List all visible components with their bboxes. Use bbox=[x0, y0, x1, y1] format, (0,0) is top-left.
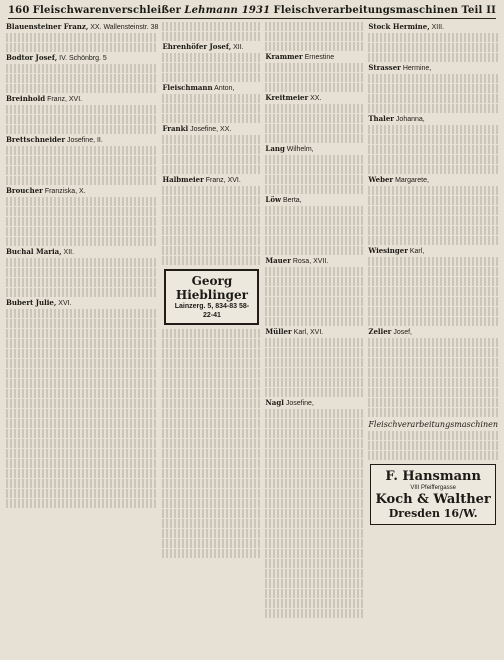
illegible-lines bbox=[265, 429, 364, 438]
illegible-lines bbox=[265, 348, 364, 357]
illegible-lines bbox=[6, 74, 158, 83]
illegible-lines bbox=[265, 579, 364, 588]
entry-name: Breinhold bbox=[6, 94, 46, 103]
illegible-lines bbox=[6, 84, 158, 93]
list-item bbox=[162, 124, 261, 134]
entry-name: Blauensteiner Franz, bbox=[6, 22, 89, 31]
illegible-lines bbox=[6, 105, 158, 114]
illegible-lines bbox=[162, 246, 261, 255]
illegible-lines bbox=[6, 156, 158, 165]
illegible-lines bbox=[162, 196, 261, 205]
illegible-lines bbox=[162, 114, 261, 123]
part-label: Teil II bbox=[461, 4, 496, 16]
illegible-lines bbox=[162, 349, 261, 358]
illegible-lines bbox=[162, 429, 261, 438]
illegible-lines bbox=[6, 339, 158, 348]
illegible-lines bbox=[368, 226, 498, 235]
entry-detail: XII. bbox=[233, 44, 244, 51]
illegible-lines bbox=[265, 569, 364, 578]
illegible-lines bbox=[6, 288, 158, 297]
illegible-lines bbox=[162, 135, 261, 144]
list-item bbox=[265, 398, 364, 408]
illegible-lines bbox=[6, 449, 158, 458]
illegible-lines bbox=[265, 439, 364, 448]
illegible-lines bbox=[162, 226, 261, 235]
illegible-lines bbox=[368, 317, 498, 326]
entry-name: Krammer bbox=[265, 52, 303, 61]
entry-detail: Franz, XVI. bbox=[205, 177, 241, 184]
entry-detail: XX. bbox=[310, 95, 322, 102]
entry-name: Kreitmeier bbox=[265, 93, 309, 102]
entry-detail: Margarete, bbox=[395, 177, 429, 184]
illegible-lines bbox=[6, 499, 158, 508]
illegible-lines bbox=[368, 53, 498, 62]
illegible-lines bbox=[162, 145, 261, 154]
list-item bbox=[6, 22, 158, 32]
illegible-lines bbox=[6, 479, 158, 488]
left-section-title: Fleischwarenverschleißer bbox=[32, 4, 182, 16]
illegible-lines bbox=[6, 429, 158, 438]
entry-detail: IV. Schönbrg. 5 bbox=[59, 55, 107, 62]
illegible-lines bbox=[6, 268, 158, 277]
illegible-lines bbox=[265, 134, 364, 143]
illegible-lines bbox=[162, 339, 261, 348]
illegible-lines bbox=[265, 185, 364, 194]
list-item bbox=[265, 256, 364, 266]
column-1 bbox=[6, 22, 158, 656]
illegible-lines bbox=[368, 408, 498, 417]
illegible-lines bbox=[6, 369, 158, 378]
illegible-lines bbox=[265, 589, 364, 598]
entry-detail: XIII. bbox=[431, 24, 445, 31]
entry-name: Strasser bbox=[368, 63, 401, 72]
list-item bbox=[162, 42, 261, 52]
page-number: 160 bbox=[8, 4, 30, 16]
entry-detail: Ernestine bbox=[304, 54, 335, 61]
entry-detail: Berta, bbox=[282, 197, 302, 204]
illegible-lines bbox=[368, 165, 498, 174]
illegible-lines bbox=[6, 399, 158, 408]
illegible-lines bbox=[265, 73, 364, 82]
entry-detail: Karl, XVI. bbox=[293, 329, 324, 336]
illegible-lines bbox=[162, 73, 261, 82]
illegible-lines bbox=[162, 379, 261, 388]
list-item bbox=[368, 175, 498, 185]
illegible-lines bbox=[368, 277, 498, 286]
illegible-lines bbox=[265, 499, 364, 508]
illegible-lines bbox=[265, 124, 364, 133]
illegible-lines bbox=[368, 43, 498, 52]
illegible-lines bbox=[6, 125, 158, 134]
entry-detail: Josefine, XX. bbox=[190, 126, 232, 133]
entry-name: Zeller bbox=[368, 327, 392, 336]
entry-detail: Josefine, bbox=[285, 400, 314, 407]
illegible-lines bbox=[162, 419, 261, 428]
company-city: Dresden 16/W. bbox=[388, 507, 478, 520]
list-item bbox=[6, 186, 158, 196]
illegible-lines bbox=[162, 389, 261, 398]
illegible-lines bbox=[368, 441, 498, 450]
illegible-lines bbox=[265, 42, 364, 51]
entry-detail: XVI. bbox=[58, 300, 72, 307]
list-item bbox=[265, 195, 364, 205]
advertiser-address: VIII Pfeiffergasse bbox=[410, 485, 456, 491]
entry-name: Mauer bbox=[265, 256, 291, 265]
illegible-lines bbox=[162, 63, 261, 72]
entry-columns bbox=[6, 22, 498, 656]
illegible-lines bbox=[265, 409, 364, 418]
illegible-lines bbox=[162, 104, 261, 113]
right-section-title: Fleischverarbeitungsmaschinen bbox=[273, 4, 459, 16]
illegible-lines bbox=[6, 349, 158, 358]
illegible-lines bbox=[265, 22, 364, 31]
illegible-lines bbox=[265, 155, 364, 164]
illegible-lines bbox=[265, 539, 364, 548]
entry-name: Bubert Julie, bbox=[6, 298, 57, 307]
illegible-lines bbox=[6, 237, 158, 246]
entry-detail: Karl, bbox=[409, 248, 425, 255]
illegible-lines bbox=[265, 165, 364, 174]
illegible-lines bbox=[265, 378, 364, 387]
illegible-lines bbox=[265, 246, 364, 255]
illegible-lines bbox=[162, 469, 261, 478]
illegible-lines bbox=[265, 479, 364, 488]
illegible-lines bbox=[265, 358, 364, 367]
illegible-lines bbox=[265, 297, 364, 306]
illegible-lines bbox=[368, 94, 498, 103]
illegible-lines bbox=[162, 529, 261, 538]
illegible-lines bbox=[162, 216, 261, 225]
list-item bbox=[265, 144, 364, 154]
advertiser-name: F. Hansmann bbox=[385, 469, 481, 484]
illegible-lines bbox=[265, 206, 364, 215]
illegible-lines bbox=[6, 176, 158, 185]
entry-name: Bodtor Josef, bbox=[6, 53, 58, 62]
illegible-lines bbox=[162, 449, 261, 458]
illegible-lines bbox=[162, 369, 261, 378]
illegible-lines bbox=[368, 348, 498, 357]
illegible-lines bbox=[6, 489, 158, 498]
illegible-lines bbox=[368, 388, 498, 397]
illegible-lines bbox=[6, 409, 158, 418]
illegible-lines bbox=[368, 216, 498, 225]
illegible-lines bbox=[6, 258, 158, 267]
entry-name: Lang bbox=[265, 144, 285, 153]
illegible-lines bbox=[162, 539, 261, 548]
illegible-lines bbox=[6, 166, 158, 175]
illegible-lines bbox=[265, 277, 364, 286]
entry-name: Frankl bbox=[162, 124, 189, 133]
illegible-lines bbox=[368, 145, 498, 154]
illegible-lines bbox=[162, 519, 261, 528]
illegible-lines bbox=[368, 155, 498, 164]
illegible-lines bbox=[6, 359, 158, 368]
illegible-lines bbox=[368, 398, 498, 407]
list-item bbox=[6, 298, 158, 308]
illegible-lines bbox=[6, 419, 158, 428]
entry-detail: Josef, bbox=[393, 329, 412, 336]
illegible-lines bbox=[162, 256, 261, 265]
illegible-lines bbox=[368, 451, 498, 460]
entry-name: Ehrenhöfer Josef, bbox=[162, 42, 232, 51]
illegible-lines bbox=[265, 519, 364, 528]
illegible-lines bbox=[162, 359, 261, 368]
illegible-lines bbox=[6, 197, 158, 206]
illegible-lines bbox=[265, 459, 364, 468]
entry-name: Fleischmann bbox=[162, 83, 213, 92]
illegible-lines bbox=[162, 499, 261, 508]
advertiser-address: Lainzerg. 5, 834-83 58-22-41 bbox=[174, 303, 250, 319]
illegible-lines bbox=[265, 388, 364, 397]
column-3 bbox=[265, 22, 364, 656]
entry-name: Broucher bbox=[6, 186, 43, 195]
illegible-lines bbox=[368, 186, 498, 195]
illegible-lines bbox=[265, 599, 364, 608]
entry-name: Nagl bbox=[265, 398, 284, 407]
entry-name: Wiesinger bbox=[368, 246, 408, 255]
illegible-lines bbox=[265, 419, 364, 428]
illegible-lines bbox=[368, 338, 498, 347]
list-item bbox=[162, 175, 261, 185]
illegible-lines bbox=[368, 206, 498, 215]
illegible-lines bbox=[368, 307, 498, 316]
illegible-lines bbox=[265, 529, 364, 538]
illegible-lines bbox=[162, 439, 261, 448]
illegible-lines bbox=[6, 439, 158, 448]
illegible-lines bbox=[6, 115, 158, 124]
illegible-lines bbox=[6, 217, 158, 226]
illegible-lines bbox=[6, 43, 158, 52]
illegible-lines bbox=[162, 489, 261, 498]
illegible-lines bbox=[368, 74, 498, 83]
illegible-lines bbox=[265, 509, 364, 518]
illegible-lines bbox=[162, 236, 261, 245]
illegible-lines bbox=[162, 32, 261, 41]
illegible-lines bbox=[6, 459, 158, 468]
column-4 bbox=[368, 22, 498, 656]
illegible-lines bbox=[368, 287, 498, 296]
entry-detail: Rosa, XVII. bbox=[292, 258, 329, 265]
illegible-lines bbox=[162, 186, 261, 195]
illegible-lines bbox=[265, 489, 364, 498]
illegible-lines bbox=[6, 379, 158, 388]
illegible-lines bbox=[265, 609, 364, 618]
entry-name: Thaler bbox=[368, 114, 394, 123]
illegible-lines bbox=[162, 399, 261, 408]
illegible-lines bbox=[6, 469, 158, 478]
illegible-lines bbox=[6, 146, 158, 155]
illegible-lines bbox=[368, 368, 498, 377]
illegible-lines bbox=[6, 278, 158, 287]
entry-name: Buchal Maria, bbox=[6, 247, 62, 256]
illegible-lines bbox=[368, 135, 498, 144]
illegible-lines bbox=[265, 338, 364, 347]
list-item bbox=[368, 22, 498, 32]
illegible-lines bbox=[6, 319, 158, 328]
entry-detail: Hermine, bbox=[402, 65, 432, 72]
illegible-lines bbox=[6, 309, 158, 318]
illegible-lines bbox=[265, 114, 364, 123]
entry-detail: Josefine, II. bbox=[67, 137, 103, 144]
illegible-lines bbox=[162, 53, 261, 62]
entry-name: Brettschneider bbox=[6, 135, 66, 144]
illegible-lines bbox=[162, 459, 261, 468]
entry-name: Halbmeier bbox=[162, 175, 204, 184]
entry-detail: Anton, bbox=[214, 85, 235, 92]
illegible-lines bbox=[368, 84, 498, 93]
illegible-lines bbox=[368, 257, 498, 266]
illegible-lines bbox=[6, 64, 158, 73]
illegible-lines bbox=[6, 207, 158, 216]
illegible-lines bbox=[368, 378, 498, 387]
list-item bbox=[6, 247, 158, 257]
illegible-lines bbox=[265, 104, 364, 113]
entry-name: Stock Hermine, bbox=[368, 22, 430, 31]
list-item bbox=[265, 52, 364, 62]
illegible-lines bbox=[265, 449, 364, 458]
illegible-lines bbox=[162, 509, 261, 518]
list-item bbox=[265, 327, 364, 337]
illegible-lines bbox=[6, 227, 158, 236]
entry-detail: Franz, XVI. bbox=[47, 96, 83, 103]
illegible-lines bbox=[265, 368, 364, 377]
company-name: Koch & Walther bbox=[375, 492, 491, 507]
illegible-lines bbox=[162, 94, 261, 103]
illegible-lines bbox=[6, 389, 158, 398]
illegible-lines bbox=[265, 317, 364, 326]
list-item bbox=[368, 246, 498, 256]
illegible-lines bbox=[6, 33, 158, 42]
advertisement-box bbox=[164, 269, 259, 325]
illegible-lines bbox=[162, 479, 261, 488]
entry-detail: XII. bbox=[63, 249, 75, 256]
illegible-lines bbox=[368, 267, 498, 276]
illegible-lines bbox=[265, 469, 364, 478]
illegible-lines bbox=[265, 83, 364, 92]
entry-detail: Johanna, bbox=[395, 116, 425, 123]
illegible-lines bbox=[368, 358, 498, 367]
entry-detail: XX. Wallensteinstr. 38 bbox=[90, 24, 159, 31]
illegible-lines bbox=[265, 175, 364, 184]
illegible-lines bbox=[265, 287, 364, 296]
illegible-lines bbox=[162, 165, 261, 174]
illegible-lines bbox=[265, 63, 364, 72]
list-item bbox=[6, 94, 158, 104]
illegible-lines bbox=[368, 431, 498, 440]
entry-name: Löw bbox=[265, 195, 282, 204]
illegible-lines bbox=[265, 559, 364, 568]
entry-detail: Wilhelm, bbox=[286, 146, 314, 153]
list-item bbox=[368, 114, 498, 124]
illegible-lines bbox=[265, 226, 364, 235]
illegible-lines bbox=[6, 329, 158, 338]
illegible-lines bbox=[162, 22, 261, 31]
illegible-lines bbox=[265, 267, 364, 276]
entry-name: Weber bbox=[368, 175, 394, 184]
illegible-lines bbox=[265, 32, 364, 41]
illegible-lines bbox=[162, 155, 261, 164]
running-head bbox=[8, 2, 496, 19]
illegible-lines bbox=[162, 549, 261, 558]
section-heading: Fleischverarbeitungsmaschinen bbox=[368, 420, 498, 429]
illegible-lines bbox=[368, 236, 498, 245]
list-item bbox=[368, 63, 498, 73]
advertiser-name: Georg Hieblinger bbox=[175, 274, 248, 302]
illegible-lines bbox=[265, 549, 364, 558]
illegible-lines bbox=[368, 104, 498, 113]
directory-title: Lehmann 1931 bbox=[184, 4, 271, 16]
illegible-lines bbox=[162, 329, 261, 338]
illegible-lines bbox=[265, 236, 364, 245]
illegible-lines bbox=[368, 196, 498, 205]
illegible-lines bbox=[265, 216, 364, 225]
illegible-lines bbox=[368, 125, 498, 134]
list-item bbox=[265, 93, 364, 103]
list-item bbox=[368, 327, 498, 337]
illegible-lines bbox=[368, 33, 498, 42]
list-item bbox=[6, 53, 158, 63]
entry-detail: Franziska, X. bbox=[44, 188, 86, 195]
illegible-lines bbox=[265, 307, 364, 316]
list-item bbox=[162, 83, 261, 93]
advertisement-box bbox=[370, 464, 496, 525]
entry-name: Müller bbox=[265, 327, 292, 336]
list-item bbox=[6, 135, 158, 145]
illegible-lines bbox=[368, 297, 498, 306]
column-2 bbox=[162, 22, 261, 656]
illegible-lines bbox=[162, 206, 261, 215]
illegible-lines bbox=[162, 409, 261, 418]
